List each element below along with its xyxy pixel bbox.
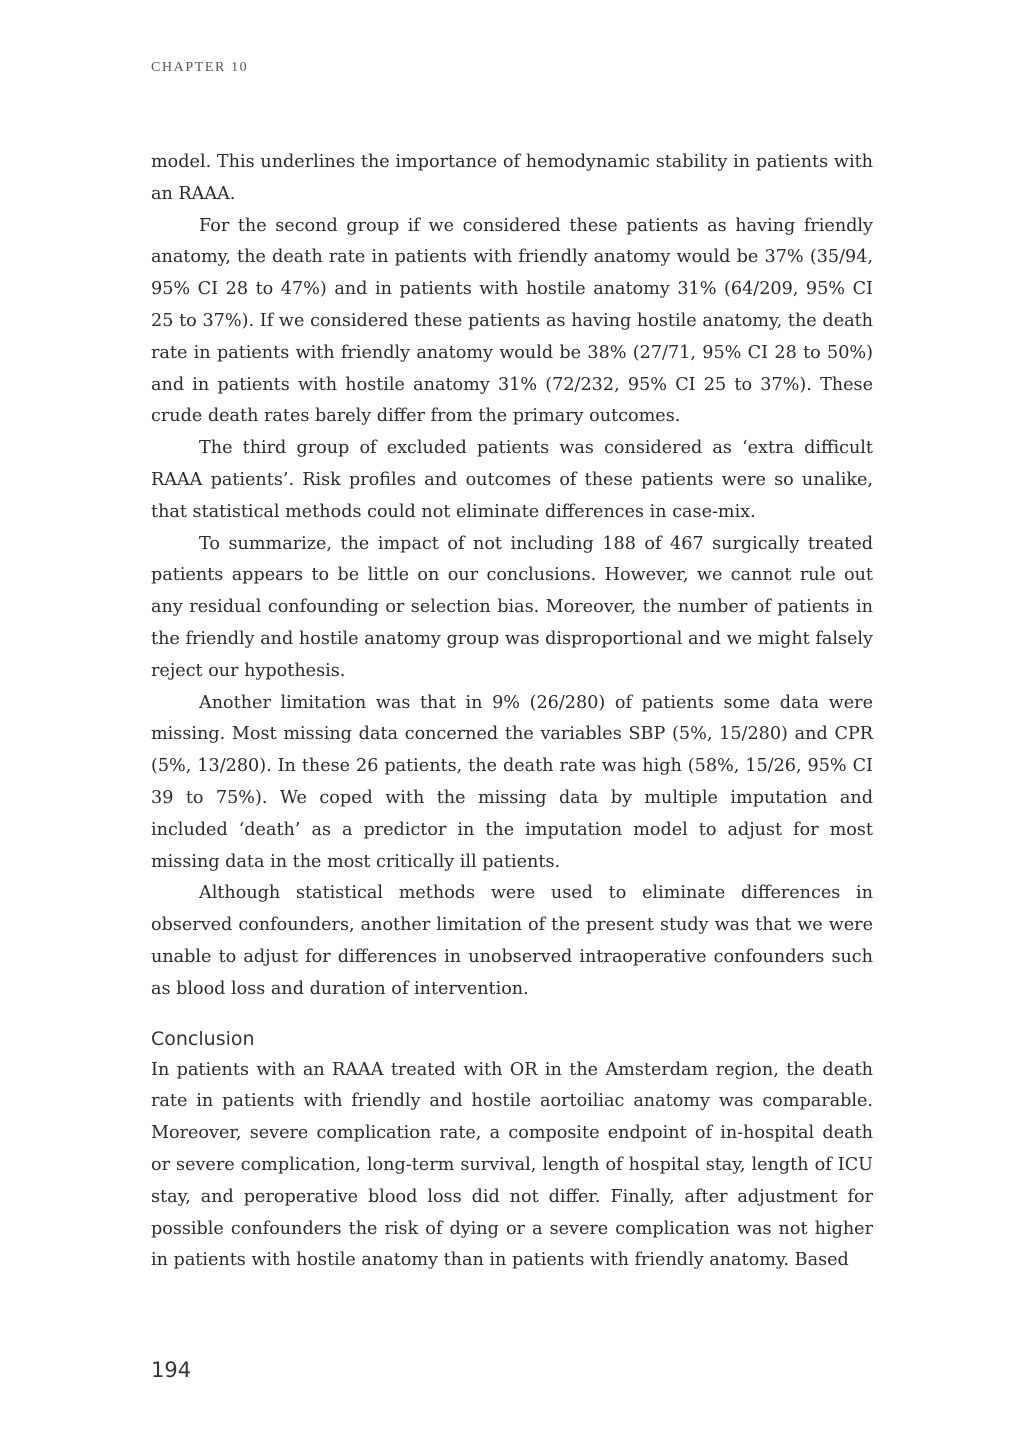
body-text bbox=[151, 147, 873, 1277]
section-heading-conclusion: Conclusion bbox=[151, 1027, 255, 1050]
paragraph-conclusion: In patients with an RAAA treated with OR in the Amsterdam region, the death rate in patients with friendly and hostile aortoiliac anatomy was comparable. Moreover, severe complication rate, a composite endpoint of in-hospital death or severe complication, long-term survival, length of hospital stay, length of ICU stay, and peroperative blood loss did not differ. Finally, after adjustment for possible confounders the risk of dying or a severe complication was not higher in patients with hostile anatomy than in patients with friendly anatomy. Based bbox=[151, 1059, 873, 1271]
page-number: 194 bbox=[151, 1358, 192, 1382]
paragraph-summary: To summarize, the impact of not including 188 of 467 surgically treated patients appears to be little on our conclusions. However, we cannot rule out any residual confounding or selection bias. Moreover, the number of patients in the friendly and hostile anatomy group was disproportional and we might falsely reject our hypothesis. bbox=[151, 533, 873, 681]
paragraph-third-group: The third group of excluded patients was considered as ‘extra difficult RAAA patients’. Risk profiles and outcomes of these patients were so unalike, that statistical methods could not eliminate differences in case-mix. bbox=[151, 438, 873, 522]
paragraph-limitation: Although statistical methods were used to eliminate differences in observed confounders, another limitation of the present study was that we were unable to adjust for differences in unobserved intraoperative confounders such as blood loss and duration of intervention. bbox=[151, 883, 873, 999]
running-head: CHAPTER 10 bbox=[151, 60, 249, 75]
paragraph-continuation: model. This underlines the importance of hemodynamic stability in patients with an RAAA. bbox=[151, 152, 873, 204]
paragraph-second-group: For the second group if we considered these patients as having friendly anatomy, the death rate in patients with friendly anatomy would be 37% (35/94, 95% CI 28 to 47%) and in patients with hostile anatomy 31% (64/209, 95% CI 25 to 37%). If we considered these patients as having hostile anatomy, the death rate in patients with friendly anatomy would be 38% (27/71, 95% CI 28 to 50%) and in patients with hostile anatomy 31% (72/232, 95% CI 25 to 37%). These crude death rates barely differ from the primary outcomes. bbox=[151, 215, 873, 427]
paragraph-missing-data: Another limitation was that in 9% (26/280) of patients some data were missing. Most missing data concerned the variables SBP (5%, 15/280) and CPR (5%, 13/280). In these 26 patients, the death rate was high (58%, 15/26, 95% CI 39 to 75%). We coped with the missing data by multiple imputation and included ‘death’ as a predictor in the imputation model to adjust for most missing data in the most critically ill patients. bbox=[151, 692, 873, 872]
